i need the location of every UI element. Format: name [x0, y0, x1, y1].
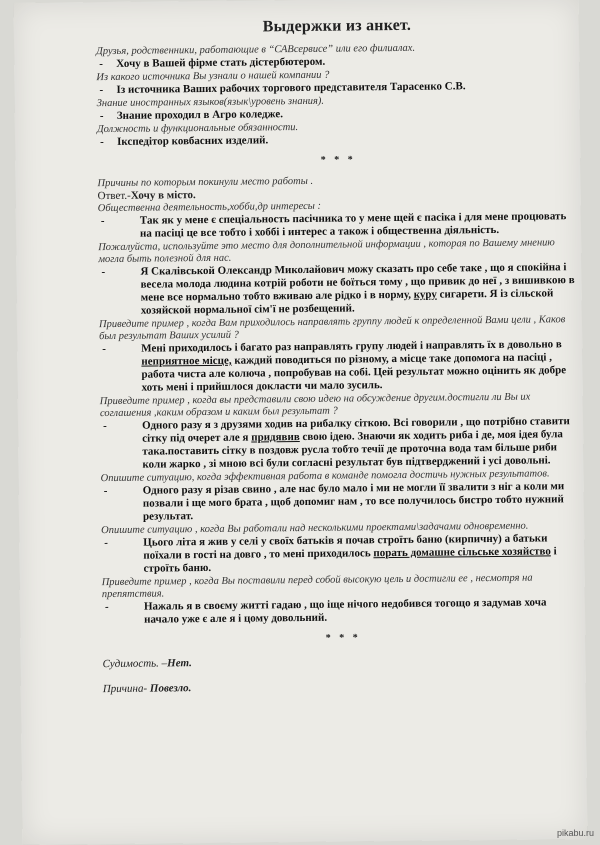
footer-conviction-value: Нет.: [167, 657, 192, 669]
answer-12: - Нажаль я в своєму житті гадаю , що іще нічого недобився тогощо я задумав хоча начало уже є але я і цому довольний.: [102, 596, 584, 627]
document-body: [96, 15, 585, 707]
answer-11-underlined: порать домашне сільське хозяйство: [373, 545, 551, 559]
answer-11: - Цього літа я жив у селі у своїх батьків я почав строїть баню (кирпичну) а батьки поїхали в гості на довго , то мені приходилось порать домашне сільське хозяйство і строїть баню.: [101, 532, 583, 576]
answer-8: - Мені приходилось і багато раз направлять групу людей і направлять їх в довольно в неприятное місце, каждий поводиться по різному, а місце таке допомога на пасіці , работа чиста але колюча , попробував на собі. Цей результат можно оцінить як добре хоть мені і прийшлося докласти чи мало зусиль.: [99, 338, 582, 395]
answer-7-underlined: куру: [414, 289, 437, 301]
footer-reason: Причина- Повезло.: [103, 677, 585, 696]
answer-3: - Знание проходил в Агро коледже.: [97, 105, 579, 123]
question-7: Пожалуйста, используйте это место для дополнительной информации , которая по Вашему мнению могла быть полезной для нас.: [98, 237, 580, 266]
footer-reason-value: Повезло.: [150, 682, 192, 694]
answer-7: - Я Скалівськой Олександр Миколайович можу сказать про себе таке , що я спокійна і весела молода людина котрій роботи не боїться тому , що привик до неї , з вишивкою в мене все нормально тобто вживаю але рідко і в норму, куру сигарети. Я із сільской хозяйской нормальної сім'ї не розбещений.: [98, 261, 581, 318]
paper-sheet: [14, 0, 588, 845]
question-11: Опишите ситуацию , когда Вы работали над несколькими проектами\задачами одновременно.: [101, 520, 583, 537]
watermark: pikabu.ru: [557, 828, 594, 838]
question-3: Знание иностранных языков(язык\уровень знания).: [97, 93, 579, 110]
question-10: Опишите ситуацию, когда эффективная работа в команде помогла достичь нужных результатов.: [101, 468, 583, 485]
answer-6: - Так як у мене є спеціальность пасічника то у мене щей є пасіка і для мене процювать на пасіці це все тобто і хоббі і интерес а також і общественна діяльність.: [98, 210, 580, 241]
answer-4: - Ікспедітор ковбасних изделий.: [97, 131, 579, 149]
answer-9-underlined: придявив: [251, 431, 300, 444]
answer-5-prefix: Ответ.-: [98, 190, 131, 202]
question-2: Из какого источника Вы узнали о нашей компании ?: [96, 67, 578, 84]
section-divider: * * *: [97, 152, 579, 168]
question-12: Приведите пример , когда Вы поставили перед собой высокую цель и достигли ее , несмотря на препятствия.: [102, 572, 584, 601]
footer-conviction: Судимость. –Нет.: [102, 652, 584, 671]
answer-8-underlined: неприятное місце,: [141, 355, 231, 368]
answer-2: - Із источника Ваших рабочих торгового представителя Тарасенко С.В.: [96, 79, 578, 97]
question-5: Причины по которым покинули место работы .: [97, 173, 579, 190]
answer-9: - Одного разу я з друзями ходив на рибалку сіткою. Всі говорили , що потрібно ставити сітку під очерет але я придявив свою ідею. Знаючи як ходить риба і де, моя ідея була така.поставить сітку в поздовж русла тобто течії де проточна вода там більше риби коли жарко , зі мною всі були согласні результат був підтверджений і усі довольні.: [100, 415, 583, 472]
question-9: Приведите пример , когда вы представили свою идею на обсуждение другим.достигли ли Вы их соглашения ,каким образом и каким был результат ?: [100, 391, 582, 420]
answer-1: - Хочу в Вашей фірме стать дістербютером.: [96, 53, 578, 71]
page-title: Выдержки из анкет.: [96, 15, 578, 38]
question-4: Должность и функциональные обязанности.: [97, 119, 579, 136]
section-divider-2: * * *: [102, 630, 584, 646]
answer-10: - Одного разу я різав свино , але нас було мало і ми не могли її звалити з ніг а коли ми позвали і ще мого брата , щоб допомиг нам , то все получилось бистро тобто нужний результат.: [101, 480, 583, 524]
question-6: Общественна деятельность,хобби,др интересы :: [98, 198, 580, 215]
answer-5-text: Хочу в місто.: [131, 189, 196, 202]
question-8: Приведите пример , когда Вам приходилось направлять группу людей к определенной Вами цели , Каков был результат Ваших усилий ?: [99, 314, 581, 343]
question-1: Друзья, родственники, работающие в “САВсервисе” или его филиалах.: [96, 41, 578, 58]
